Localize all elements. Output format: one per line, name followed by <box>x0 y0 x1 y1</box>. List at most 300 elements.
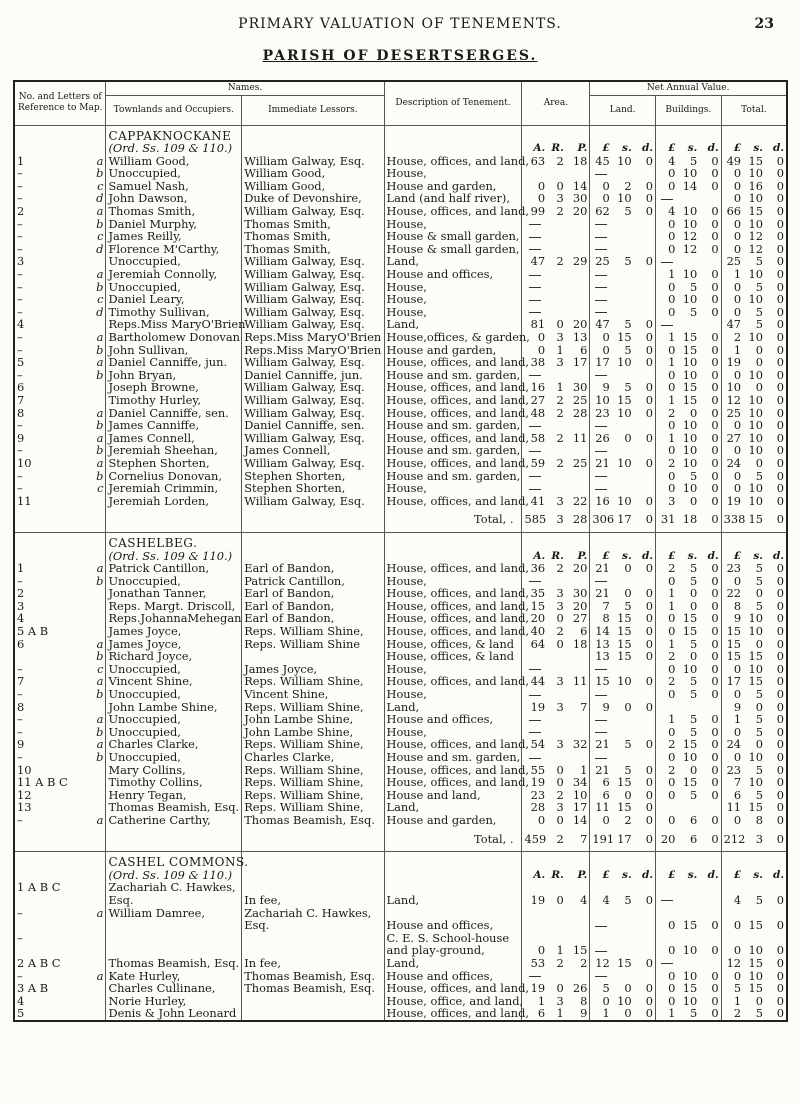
cell-perches <box>566 852 590 869</box>
cell-bldg-l: 1 <box>656 713 678 726</box>
cell-perches: 34 <box>572 775 588 790</box>
cell-acres: 0 <box>522 944 547 957</box>
cell-land-s: 15 <box>617 649 632 664</box>
cell-acres <box>522 482 547 495</box>
cell-description: House, offices, and land, <box>384 675 522 688</box>
cell-total-l <box>721 532 743 549</box>
cell-ref: 3 <box>14 255 77 268</box>
cell-total-d: 0 <box>776 216 784 231</box>
cell-land-l <box>590 688 612 701</box>
cell-letter: b <box>96 573 104 588</box>
cell-acres <box>522 751 547 764</box>
cell-total-d: 0 <box>776 699 784 714</box>
cell-bldg-s: 15 <box>682 380 698 395</box>
cell-description: House & small garden, <box>384 243 522 256</box>
dash-mark <box>595 669 607 670</box>
total-acres: 459 <box>522 827 547 852</box>
cell-total-l: 15 <box>721 650 743 663</box>
cell-total-l: 47 <box>721 318 743 331</box>
cell-land-l: 6 <box>590 776 612 789</box>
cell-bldg-d: 0 <box>711 624 719 639</box>
cell-acres: 54 <box>522 738 547 751</box>
cell-roods: 2 <box>556 153 564 168</box>
cell-ref <box>14 532 77 549</box>
cell-letter <box>77 532 105 549</box>
total-perches: 7 <box>566 827 590 852</box>
cell-land-l: 62 <box>590 205 612 218</box>
cell-land-l: 17 <box>590 356 612 369</box>
cell-letter <box>77 827 105 852</box>
cell-letter: b <box>96 649 104 664</box>
cell-acres: 44 <box>522 675 547 688</box>
dash-mark <box>529 976 541 977</box>
cell-lessor: William Good, <box>242 180 384 193</box>
cell-total-l: 2 <box>721 1007 743 1021</box>
cell-acres: 53 <box>522 957 547 970</box>
table-row <box>14 457 787 470</box>
cell-total-l: 1 <box>721 713 743 726</box>
cell-acres: 59 <box>522 457 547 470</box>
cell-total-s: 5 <box>755 573 763 588</box>
ref-header: No. and Letters of Reference to Map. <box>14 81 106 125</box>
cell-total-d: 0 <box>776 330 784 344</box>
cell-bldg-l: 1 <box>656 600 678 613</box>
cell-roods: 3 <box>556 674 564 689</box>
cell-land-s <box>612 167 634 180</box>
cell-total-s: 5 <box>755 787 763 802</box>
cell-lessor <box>242 142 384 155</box>
cell-land-d: 0 <box>645 787 653 802</box>
cell-total-s: 10 <box>748 216 763 231</box>
cell-total-d: 0 <box>776 598 784 613</box>
cell-land-s <box>612 293 634 306</box>
cell-bldg-l: 2 <box>656 650 678 663</box>
cell-land-d <box>634 230 656 243</box>
unit-bldg-s: s. <box>687 868 698 881</box>
cell-ref: – <box>14 814 77 827</box>
cell-total-d: 0 <box>776 367 784 382</box>
dash-mark <box>529 300 541 301</box>
cell-land-l: 0 <box>590 995 612 1008</box>
cell-bldg-l: 0 <box>656 814 678 827</box>
cell-total-s: 0 <box>755 342 763 357</box>
total-land-d: 0 <box>634 827 656 852</box>
cell-description: House, <box>384 167 522 180</box>
cell-bldg-s: 5 <box>690 304 698 319</box>
cell-bldg-d: 0 <box>711 481 719 496</box>
cell-bldg-l: 3 <box>656 495 678 508</box>
cell-total-d: 0 <box>776 380 784 395</box>
cell-bldg-l: 2 <box>656 457 678 470</box>
cell-perches: 20 <box>572 561 588 576</box>
cell-letter <box>77 776 105 789</box>
cell-lessor: Zachariah C. Hawkes, <box>242 907 384 920</box>
dash-mark <box>595 451 607 452</box>
cell-land-l <box>590 281 612 294</box>
cell-description: House, offices, and land, <box>384 764 522 777</box>
cell-perches: 11 <box>572 430 588 445</box>
cell-description: House, offices, and land, <box>384 356 522 369</box>
cell-bldg-s: 5 <box>690 573 698 588</box>
cell-bldg-l: 0 <box>656 419 678 432</box>
cell-letter: b <box>96 468 104 483</box>
cell-description: Land, <box>384 957 522 970</box>
cell-occupier: Unoccupied, <box>106 751 242 764</box>
total-total-d: 0 <box>765 827 787 852</box>
cell-land-l: 26 <box>590 432 612 445</box>
cell-lessor <box>242 869 384 882</box>
cell-lessor: John Lambe Shine, <box>242 726 384 739</box>
cell-land-d <box>634 932 656 945</box>
cell-roods: 0 <box>556 775 564 790</box>
cell-description: House and offices, <box>384 919 522 932</box>
cell-roods <box>547 532 566 549</box>
cell-total-l: 0 <box>721 970 743 983</box>
cell-land-d: 0 <box>645 892 653 907</box>
description-header: Description of Tenement. <box>384 81 522 125</box>
cell-description: House, offices, and land, <box>384 625 522 638</box>
cell-lessor: William Galway, Esq. <box>242 394 384 407</box>
unit-total-d: d. <box>773 549 784 562</box>
cell-description: House, offices, and land, <box>384 394 522 407</box>
cell-bldg-s: 6 <box>690 812 698 827</box>
cell-land-d: 0 <box>645 674 653 689</box>
cell-land-s <box>612 218 634 231</box>
cell-total-d: 0 <box>776 573 784 588</box>
cell-land-d <box>634 268 656 281</box>
cell-description <box>384 869 522 882</box>
cell-total-l: 0 <box>721 369 743 382</box>
cell-total-l: 10 <box>721 381 743 394</box>
cell-ref: 4 <box>14 995 77 1008</box>
cell-land-l: 11 <box>590 801 612 814</box>
cell-lessor: Earl of Bandon, <box>242 587 384 600</box>
total-label: Total, . <box>384 507 522 532</box>
cell-bldg-s: 10 <box>682 455 698 470</box>
cell-description: House, <box>384 688 522 701</box>
cell-letter <box>77 600 105 613</box>
cell-acres: 58 <box>522 432 547 445</box>
cell-bldg-d <box>699 881 721 894</box>
cell-land-d: 0 <box>645 493 653 508</box>
cell-land-l <box>590 532 612 549</box>
cell-description: House,offices, & garden, <box>384 331 522 344</box>
unit-acres: A. <box>522 869 547 882</box>
cell-occupier: William Good, <box>106 155 242 168</box>
cell-occupier: Daniel Leary, <box>106 293 242 306</box>
cell-lessor: William Galway, Esq. <box>242 381 384 394</box>
total-bldg-s: 6 <box>677 827 699 852</box>
cell-bldg-l: 0 <box>656 167 678 180</box>
cell-roods <box>547 688 566 701</box>
cell-ref: 3 <box>14 600 77 613</box>
cell-lessor: William Galway, Esq. <box>242 495 384 508</box>
table-row <box>14 394 787 407</box>
unit-acres: A. <box>522 142 547 155</box>
cell-total-s: 10 <box>748 481 763 496</box>
cell-letter: a <box>96 905 104 920</box>
cell-bldg-d: 0 <box>711 943 719 958</box>
cell-total-s: 5 <box>755 317 763 332</box>
cell-roods: 0 <box>556 611 564 626</box>
cell-bldg-l: 0 <box>656 575 678 588</box>
total-perches: 28 <box>566 507 590 532</box>
cell-roods: 0 <box>556 317 564 332</box>
cell-letter <box>77 957 105 970</box>
cell-letter: a <box>96 712 104 727</box>
cell-total-d: 0 <box>776 493 784 508</box>
cell-description: House, <box>384 482 522 495</box>
cell-perches <box>566 470 590 483</box>
cell-total-s: 0 <box>755 380 763 395</box>
cell-land-d: 0 <box>645 636 653 651</box>
cell-land-s <box>612 919 634 932</box>
cell-roods: 2 <box>556 254 564 269</box>
cell-bldg-s: 14 <box>682 178 698 193</box>
cell-perches: 32 <box>572 737 588 752</box>
cell-ref: 6 <box>14 381 77 394</box>
cell-land-s: 2 <box>624 178 632 193</box>
cell-acres: 28 <box>522 801 547 814</box>
cell-ref: 1 A B C <box>14 881 77 894</box>
table-row <box>14 419 787 432</box>
cell-total-l: 23 <box>721 562 743 575</box>
area-header: Area. <box>522 81 590 125</box>
cell-letter: d <box>96 191 104 206</box>
cell-occupier: Timothy Sullivan, <box>106 306 242 319</box>
cell-land-d: 0 <box>645 955 653 970</box>
table-row <box>14 495 787 508</box>
cell-total-s: 0 <box>755 355 763 370</box>
cell-land-s <box>612 125 634 142</box>
cell-bldg-s: 15 <box>682 342 698 357</box>
cell-roods: 3 <box>556 330 564 344</box>
total-total-d: 0 <box>765 507 787 532</box>
cell-bldg-d: 0 <box>711 355 719 370</box>
cell-description: House, offices, and land, <box>384 432 522 445</box>
cell-lessor <box>242 532 384 549</box>
cell-total-s <box>743 125 765 142</box>
total-roods: 2 <box>547 827 566 852</box>
cell-letter <box>77 495 105 508</box>
cell-bldg-d: 0 <box>711 229 719 244</box>
cell-lessor: Vincent Shine, <box>242 688 384 701</box>
cell-roods: 2 <box>556 204 564 219</box>
cell-occupier <box>106 507 242 532</box>
cell-bldg-d: 0 <box>711 493 719 508</box>
cell-bldg-d <box>699 894 721 907</box>
cell-total-s: 0 <box>755 993 763 1008</box>
cell-bldg-l: 0 <box>656 919 678 932</box>
cell-perches: 26 <box>572 981 588 996</box>
cell-bldg-s: 5 <box>690 1006 698 1021</box>
cell-bldg-s: 10 <box>682 292 698 307</box>
cell-land-d <box>634 125 656 142</box>
cell-land-l: 5 <box>590 982 612 995</box>
unit-perches: P. <box>577 142 588 155</box>
cell-total-l: 0 <box>721 281 743 294</box>
cell-letter: c <box>97 292 104 307</box>
unit-land-s: s. <box>622 142 632 155</box>
cell-land-s: 10 <box>617 993 632 1008</box>
cell-ref: 4 <box>14 612 77 625</box>
dash-mark <box>595 287 607 288</box>
ordnance-sheet: (Ord. Ss. 109 & 110.) <box>106 869 242 882</box>
cell-land-l: 7 <box>590 600 612 613</box>
cell-letter: b <box>96 166 104 181</box>
cell-land-d: 0 <box>645 611 653 626</box>
cell-bldg-s: 10 <box>682 367 698 382</box>
cell-description: Land, <box>384 801 522 814</box>
cell-land-s: 0 <box>624 586 632 601</box>
cell-lessor: Reps.Miss MaryO'Brien <box>242 344 384 357</box>
cell-description: House, offices, and land, <box>384 495 522 508</box>
cell-lessor: Thomas Beamish, Esq. <box>242 814 384 827</box>
cell-occupier: Samuel Nash, <box>106 180 242 193</box>
cell-total-d: 0 <box>776 661 784 676</box>
cell-roods: 0 <box>556 892 564 907</box>
cell-land-d <box>634 167 656 180</box>
cell-bldg-l: 0 <box>656 612 678 625</box>
cell-bldg-d: 0 <box>711 918 719 933</box>
cell-occupier: Jeremiah Crimmin, <box>106 482 242 495</box>
cell-bldg-s: 0 <box>690 649 698 664</box>
cell-ref: – <box>14 688 77 701</box>
cell-bldg-s: 10 <box>682 216 698 231</box>
cell-land-d: 0 <box>645 812 653 827</box>
cell-occupier: James Connell, <box>106 432 242 445</box>
cell-bldg-l: 1 <box>656 1007 678 1021</box>
cell-bldg-d <box>699 125 721 142</box>
cell-acres: 16 <box>522 381 547 394</box>
cell-total-l: 25 <box>721 407 743 420</box>
cell-acres: 19 <box>522 894 547 907</box>
cell-letter: b <box>96 724 104 739</box>
table-row <box>14 957 787 970</box>
cell-lessor: William Galway, Esq. <box>242 318 384 331</box>
cell-lessor: Thomas Smith, <box>242 218 384 231</box>
cell-total-s: 0 <box>755 636 763 651</box>
page-title: PRIMARY VALUATION OF TENEMENTS. <box>238 16 562 32</box>
cell-occupier: Unoccupied, <box>106 663 242 676</box>
cell-roods <box>547 167 566 180</box>
cell-bldg-s: 10 <box>682 355 698 370</box>
cell-lessor: William Galway, Esq. <box>242 255 384 268</box>
cell-total-s: 10 <box>748 624 763 639</box>
cell-letter <box>77 852 105 869</box>
cell-total-d: 0 <box>776 993 784 1008</box>
cell-total-s: 5 <box>755 279 763 294</box>
cell-occupier: Reps. Margt. Driscoll, <box>106 600 242 613</box>
cell-letter: a <box>96 455 104 470</box>
cell-ref: – <box>14 268 77 281</box>
table-row <box>14 482 787 495</box>
cell-land-d: 0 <box>645 762 653 777</box>
cell-land-s <box>612 713 634 726</box>
cell-letter: b <box>96 443 104 458</box>
cell-bldg-s: 10 <box>682 430 698 445</box>
ordnance-sheet: (Ord. Ss. 109 & 110.) <box>106 142 242 155</box>
cell-lessor: Thomas Smith, <box>242 230 384 243</box>
cell-ref <box>14 650 77 663</box>
cell-bldg-s: 15 <box>682 611 698 626</box>
cell-total-d: 0 <box>776 724 784 739</box>
dash-mark <box>661 325 673 326</box>
cell-occupier: John Sullivan, <box>106 344 242 357</box>
cell-land-d: 0 <box>645 561 653 576</box>
cell-total-l: 19 <box>721 356 743 369</box>
cell-roods: 3 <box>556 699 564 714</box>
cell-lessor: William Galway, Esq. <box>242 268 384 281</box>
cell-land-s: 15 <box>617 775 632 790</box>
dash-mark <box>661 963 673 964</box>
unit-bldg-d: d. <box>707 868 719 881</box>
cell-description: House and land, <box>384 789 522 802</box>
cell-bldg-l: 2 <box>656 407 678 420</box>
table-row <box>14 688 787 701</box>
cell-description <box>384 142 522 155</box>
cell-description: House, <box>384 306 522 319</box>
cell-description <box>384 532 522 549</box>
cell-lessor: Earl of Bandon, <box>242 562 384 575</box>
cell-lessor: Thomas Beamish, Esq. <box>242 982 384 995</box>
cell-acres: 38 <box>522 356 547 369</box>
cell-ref: 5 <box>14 356 77 369</box>
cell-land-d: 0 <box>645 191 653 206</box>
cell-ref: 11 <box>14 495 77 508</box>
cell-bldg-d: 0 <box>711 204 719 219</box>
cell-roods: 3 <box>556 800 564 815</box>
cell-total-d: 0 <box>776 292 784 307</box>
cell-land-s: 10 <box>617 455 632 470</box>
cell-total-d: 0 <box>776 787 784 802</box>
cell-total-l: 0 <box>721 293 743 306</box>
cell-bldg-d: 0 <box>711 712 719 727</box>
cell-bldg-s: 15 <box>682 737 698 752</box>
cell-total-d <box>765 852 787 869</box>
cell-occupier: Timothy Hurley, <box>106 394 242 407</box>
total-row <box>14 827 787 852</box>
cell-total-s: 10 <box>748 392 763 407</box>
cell-perches: 30 <box>572 191 588 206</box>
cell-land-s <box>612 281 634 294</box>
cell-bldg-d: 0 <box>711 661 719 676</box>
cell-bldg-l: 0 <box>656 218 678 231</box>
cell-land-d <box>634 482 656 495</box>
dash-mark <box>595 300 607 301</box>
cell-land-l: 0 <box>590 180 612 193</box>
dash-mark <box>529 720 541 721</box>
cell-land-l: 45 <box>590 155 612 168</box>
cell-total-l: 22 <box>721 587 743 600</box>
cell-description: House, offices, and land, <box>384 776 522 789</box>
cell-description: C. E. S. School-house <box>384 932 522 945</box>
table-row <box>14 814 787 827</box>
cell-perches <box>566 293 590 306</box>
dash-mark <box>529 669 541 670</box>
cell-total-d: 0 <box>776 418 784 433</box>
cell-total-s: 10 <box>748 968 763 983</box>
cell-lessor: Reps. William Shine <box>242 638 384 651</box>
cell-occupier: Denis & John Leonard <box>106 1007 242 1021</box>
cell-perches: 14 <box>572 178 588 193</box>
cell-total-l: 1 <box>721 995 743 1008</box>
cell-land-d: 0 <box>645 405 653 420</box>
cell-letter: a <box>96 355 104 370</box>
total-total-l: 212 <box>721 827 743 852</box>
cell-acres <box>522 125 547 142</box>
dash-mark <box>529 476 541 477</box>
